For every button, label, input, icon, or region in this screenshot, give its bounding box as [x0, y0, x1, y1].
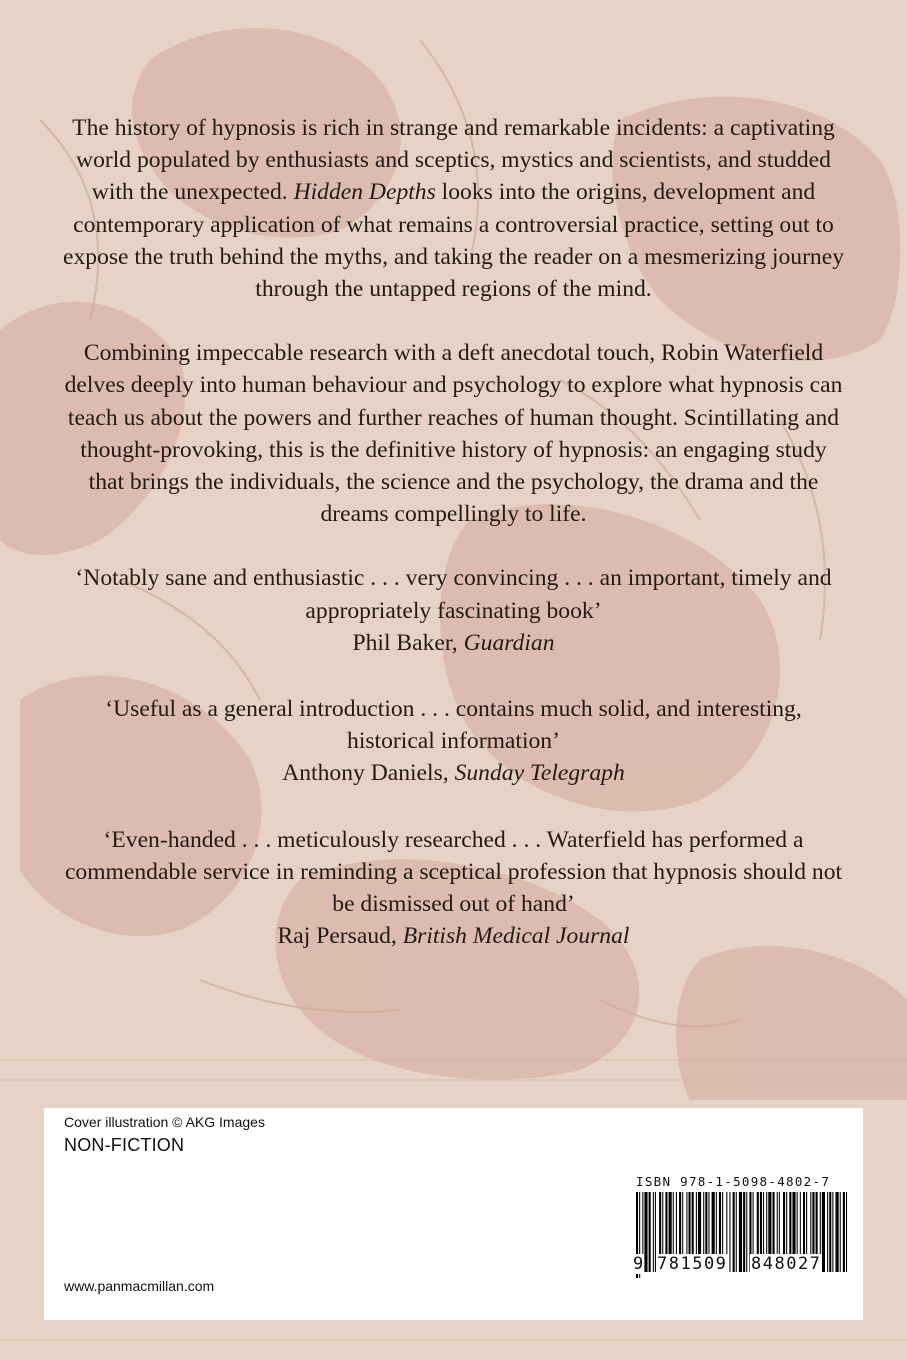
barcode-bar — [840, 1192, 841, 1272]
quote-author: Raj Persaud, — [277, 923, 403, 950]
barcode-bar — [743, 1192, 745, 1272]
barcode-bar — [827, 1192, 828, 1272]
quote-source: Guardian — [463, 629, 555, 656]
barcode-bar — [729, 1192, 730, 1272]
barcode-bar — [832, 1192, 833, 1272]
barcode-bar — [653, 1192, 654, 1272]
quote-text: ‘Useful as a general introduction . . . contains much solid, and interesting, historical information’ — [105, 696, 802, 755]
review-quote-2 — [60, 693, 847, 790]
barcode-bar — [746, 1192, 747, 1272]
quote-attribution — [60, 627, 847, 659]
quote-text: ‘Notably sane and enthusiastic . . . very convincing . . . an important, timely and appropriately fascinating book’ — [75, 565, 832, 624]
category-label: NON-FICTION — [64, 1135, 185, 1155]
quote-attribution — [60, 757, 847, 789]
quote-author: Anthony Daniels, — [282, 760, 455, 787]
quote-source: Sunday Telegraph — [454, 760, 625, 787]
blurb-paragraph-1 — [60, 112, 847, 305]
quote-text: ‘Even-handed . . . meticulously researched . . . Waterfield has performed a commendable service in reminding a sceptical profession that hypnosis should not be dismissed out of hand’ — [64, 826, 843, 918]
barcode-bar — [846, 1192, 847, 1272]
cover-credit: Cover illustration © AKG Images — [64, 1114, 265, 1130]
barcode-digit-group-left: 781509 — [657, 1254, 728, 1274]
blurb-paragraph-2: Combining impeccable research with a deft anecdotal touch, Robin Waterfield delves deeply into human behaviour and psychology to explore what hypnosis can teach us about the powers and further reaches of human thought. Scintillating and thought-provoking, this is the definitive history of hypnosis: an engaging study that brings the individuals, the science and the psychology, the drama and the dreams compellingly to life. — [64, 340, 843, 528]
quote-attribution — [60, 920, 847, 952]
review-quote-3 — [60, 824, 847, 953]
book-title: Hidden Depths — [293, 179, 436, 206]
review-quote-1 — [60, 562, 847, 659]
quote-author: Phil Baker, — [352, 629, 464, 656]
blurb-text: looks into the origins, development and contemporary application of what remains a controversial practice, setting out to expose the truth behind the myths, and taking the reader on a mesmerizing journey through the untapped regions of the mind. — [63, 179, 844, 303]
back-cover-text — [60, 112, 847, 986]
barcode-digit-prefix: 9 — [633, 1254, 644, 1274]
isbn-label: ISBN 978-1-5098-4802-7 — [636, 1174, 831, 1189]
barcode-bar — [836, 1192, 839, 1272]
barcode-bar — [644, 1192, 647, 1272]
publisher-website: www.panmacmillan.com — [64, 1278, 215, 1294]
barcode-bar — [739, 1192, 742, 1272]
quote-source: British Medical Journal — [402, 923, 630, 950]
barcode-bar — [736, 1192, 737, 1272]
barcode-digit-group-right: 848027 — [751, 1254, 822, 1274]
barcode-bar — [829, 1192, 831, 1272]
barcode-bar — [733, 1192, 735, 1272]
barcode-bar — [843, 1192, 845, 1272]
blurb-text: The history of hypnosis is rich in strange and remarkable incidents: a captivating world populated by enthusiasts and sceptics, mystics and scientists, and studded with the unexpected. — [72, 115, 835, 206]
barcode-bar — [649, 1192, 651, 1272]
